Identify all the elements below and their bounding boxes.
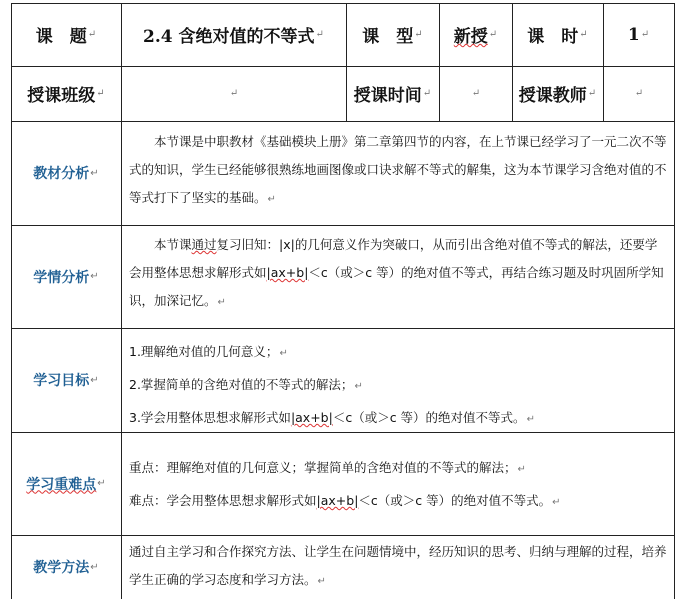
learner-content-cell[interactable] — [129, 231, 669, 325]
key-point: 重点：理解绝对值的几何意义；掌握简单的含绝对值的不等式的解法；↵ — [129, 460, 526, 475]
hours-label-cell — [512, 3, 603, 66]
paragraph-mark: ↵ — [471, 88, 481, 99]
method-label-cell — [11, 535, 121, 599]
learner-text-e: ＜c（或＞c 等）的绝对值不等式，再结合练习题及时巩固所学知识，加深记忆。 — [129, 265, 664, 308]
type-value: 新授 — [453, 27, 488, 47]
topic-label: 课 题 — [35, 27, 87, 47]
goal-formula: |ax+b| — [290, 410, 333, 425]
paragraph-mark: ↵ — [422, 88, 432, 99]
time-label-cell — [346, 66, 439, 121]
paragraph-mark: ↵ — [90, 271, 99, 282]
paragraph-mark: ↵ — [517, 464, 526, 475]
hours-label: 课 时 — [527, 27, 579, 47]
paragraph-mark: ↵ — [97, 478, 106, 489]
class-label-cell — [11, 66, 121, 121]
paragraph-mark: ↵ — [90, 561, 99, 573]
paragraph-mark: ↵ — [279, 348, 288, 359]
paragraph-mark: ↵ — [587, 88, 597, 99]
teacher-label-cell — [512, 66, 603, 121]
keypoints-label: 学习重难点 — [26, 476, 97, 493]
paragraph-mark: ↵ — [267, 194, 276, 205]
paragraph-mark: ↵ — [90, 374, 99, 386]
learner-text-b: 通过 — [191, 237, 217, 252]
textbook-text: 本节课是中职教材《基础模块上册》第二章第四节的内容，在上节课已经学习了一元二次不等式的知识，学生已经能够很熟练地画图像或口诀求解不等式的解集，这为本节课学习含绝对值的不等式打下了坚实的基础。 — [129, 134, 667, 205]
paragraph-mark: ↵ — [315, 29, 324, 40]
topic-label-cell — [11, 3, 121, 66]
time-label: 授课时间 — [353, 86, 422, 106]
paragraph-mark: ↵ — [317, 576, 326, 587]
paragraph-mark: ↵ — [87, 29, 97, 40]
method-text: 通过自主学习和合作探究方法、让学生在问题情境中，经历知识的思考、归纳与理解的过程，培养学生正确的学习态度和学习方法。 — [129, 544, 667, 587]
paragraph-mark: ↵ — [90, 167, 99, 179]
keypoints-content-cell[interactable] — [129, 452, 669, 522]
teacher-value-cell[interactable] — [603, 66, 674, 121]
goals-label-cell — [11, 328, 121, 432]
textbook-label-cell — [11, 121, 121, 225]
type-label-cell — [346, 3, 439, 66]
learner-label: 学情分析 — [33, 269, 90, 286]
border-right — [674, 3, 675, 599]
topic-value-cell[interactable] — [121, 3, 346, 66]
paragraph-mark: ↵ — [414, 29, 423, 40]
teacher-label: 授课教师 — [518, 86, 587, 106]
goals-content-cell[interactable] — [129, 336, 669, 428]
hours-value: 1 — [627, 24, 640, 45]
hard-formula: |ax+b| — [316, 493, 359, 508]
type-value-cell[interactable] — [439, 3, 512, 66]
type-label: 课 型 — [362, 27, 414, 47]
paragraph-mark: ↵ — [217, 297, 226, 308]
learner-text-d: |ax+b| — [266, 265, 309, 280]
learner-text-c: 复习旧知：|x|的几何意义作为突破口，从而引出含绝对值不等式的解法，还要学会用整体思想求解形式如 — [129, 237, 658, 280]
paragraph-mark: ↵ — [579, 29, 588, 40]
paragraph-mark: ↵ — [640, 29, 650, 40]
hard-point: 难点：学会用整体思想求解形式如|ax+b|＜c（或＞c 等）的绝对值不等式。↵ — [129, 493, 561, 508]
paragraph-mark: ↵ — [354, 381, 363, 392]
method-content-cell[interactable] — [129, 538, 669, 598]
textbook-label: 教材分析 — [33, 166, 90, 182]
paragraph-mark: ↵ — [634, 88, 644, 99]
paragraph-mark: ↵ — [488, 29, 498, 40]
goal-item: 2.掌握简单的含绝对值的不等式的解法；↵ — [129, 377, 363, 392]
goals-label: 学习目标 — [33, 373, 90, 389]
keypoints-label-cell — [11, 432, 121, 535]
class-label: 授课班级 — [27, 86, 96, 106]
paragraph-mark: ↵ — [96, 88, 105, 99]
textbook-content-cell[interactable] — [129, 128, 669, 222]
learner-label-cell — [11, 225, 121, 328]
class-value-cell[interactable] — [121, 66, 346, 121]
paragraph-mark: ↵ — [552, 497, 561, 508]
learner-text-a: 本节课 — [154, 237, 192, 252]
paragraph-mark: ↵ — [526, 414, 535, 425]
goal-item: 1.理解绝对值的几何意义；↵ — [129, 344, 288, 359]
hours-value-cell[interactable] — [603, 3, 674, 66]
method-label: 教学方法 — [33, 560, 90, 576]
topic-value: 2.4 含绝对值的不等式 — [143, 27, 315, 47]
time-value-cell[interactable] — [439, 66, 512, 121]
paragraph-mark: ↵ — [229, 88, 239, 99]
goal-item: 3.学会用整体思想求解形式如|ax+b|＜c（或＞c 等）的绝对值不等式。↵ — [129, 410, 535, 425]
